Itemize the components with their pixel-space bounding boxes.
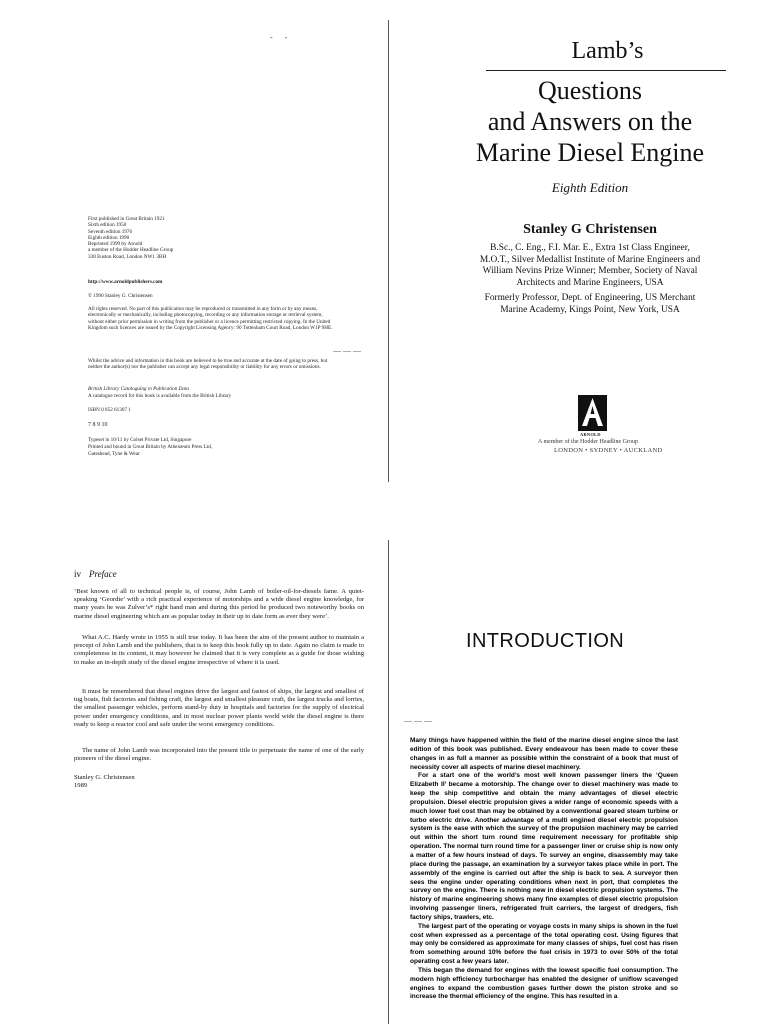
history-line: First published in Great Britain 1921 bbox=[88, 216, 165, 222]
author-affiliation bbox=[440, 293, 740, 316]
author-name: Stanley G Christensen bbox=[523, 222, 657, 237]
publication-history bbox=[88, 216, 338, 260]
credential-line: William Nevins Prize Winner; Member, Society of Naval bbox=[482, 266, 698, 277]
cip-title: British Library Cataloguing in Publication Data bbox=[88, 386, 190, 392]
copyright-notice: © 1990 Stanley G. Christensen bbox=[88, 293, 153, 299]
publisher-member: A member of the Hodder Headline Group bbox=[538, 439, 638, 445]
history-line: Sixth edition 1950 bbox=[88, 222, 127, 229]
arnold-a-icon bbox=[580, 397, 605, 427]
running-head: Preface bbox=[89, 569, 117, 579]
introduction-title: INTRODUCTION bbox=[466, 630, 625, 652]
history-line: Seventh edition 1976 bbox=[88, 228, 133, 235]
credential-line: M.O.T., Silver Medallist Institute of Marine Engineers and bbox=[479, 254, 701, 265]
history-line: 338 Euston Road, London NW1 3BH bbox=[88, 253, 167, 260]
credential-line: Architects and Marine Engineers, USA bbox=[516, 277, 664, 288]
signature-name: Stanley G. Christensen bbox=[74, 774, 135, 781]
affiliation-line: Marine Academy, Kings Point, New York, USA bbox=[500, 304, 680, 315]
history-line: Reprinted 1999 by Arnold bbox=[88, 241, 143, 248]
typeset-line: Typeset in 10/11 by Colset Private Ltd, Singapore bbox=[88, 437, 192, 443]
printed-place: Gateshead, Tyne & Wear bbox=[88, 451, 140, 457]
preface-header bbox=[74, 569, 117, 579]
intro-paragraph: For a start one of the world’s most well known passenger liners the ‘Queen Elizabeth II’ became a motorship. The change over to diesel machinery was made to keep the ship competitive and obtain the many advantages of diesel electric propulsion. Diesel electric propulsion gives a wider range of economic speeds with a much lower fuel cost than may be obtained by a conventional geared steam turbine or turbo electric drive. Another advantage of a multi engined diesel electric propulsion system is the ease with which the survey of the propulsion machinery may be carried out within the short turn round time requirement necessary for profitable ship operation. The normal turn round time for a passenger liner or cruise ship is now only a matter of a few hours instead of days. To survey an engine, disassembly may take place during the passage, an examination by a surveyor takes place while in port. The assembly of the engine is carried out after the ship is back to sea. A surveyor then sees the engine under operating conditions when next in port, that completes the survey on the engine. There is nothing new in diesel electric propulsion systems. The history of marine engineering shows many fine examples of diesel electric propulsion involving passenger liners, refrigerated fruit carriers, the largest of dredgers, fish factory ships, trawlers, etc. bbox=[410, 772, 678, 921]
scan-mark: - - bbox=[270, 33, 288, 42]
signature-year: 1989 bbox=[74, 782, 88, 790]
printing-numbers: 7 8 9 10 bbox=[88, 422, 108, 428]
intro-paragraph: The largest part of the operating or voyage costs in many ships is shown in the fuel cost when expressed as a percentage of the total operating cost. Using figures that may only be considered as approximate for many classes of ships, fuel cost has risen from something around 10% before the fuel crisis in 1973 to over 50% of the total operating cost a few years later. bbox=[410, 922, 678, 966]
publisher-url: http://www.arnoldpublishers.com bbox=[88, 279, 163, 285]
title-line: Marine Diesel Engine bbox=[475, 138, 705, 167]
author-credentials bbox=[440, 243, 740, 289]
disclaimer: Whilst the advice and information in this book are believed to be true and accurate at the date of going to press, but neither the author(s) nor the publisher can accept any legal responsibility or liability for any errors or omissions. bbox=[88, 358, 328, 371]
scan-mark: — — — bbox=[333, 346, 361, 355]
title-line: and Answers on the bbox=[487, 107, 693, 136]
isbn: ISBN 0 852 61307 1 bbox=[88, 407, 131, 413]
book-title bbox=[440, 75, 740, 168]
preface-paragraph: ‘Best known of all to technical people is, of course, John Lamb of boiler-oil-for-diesels fame. A quiet-speaking ‘Geordie’ with a rich practical experience of motorships and a wide diesel engine knowledge, for many years he was Zulver’s* right hand man and during this period he produced two noteworthy books on marine diesel engineering which are as popular today in their up to date form as ever they were’. bbox=[74, 588, 364, 620]
introduction-body bbox=[410, 737, 678, 1002]
title-rule bbox=[486, 70, 726, 71]
arnold-wordmark: ARNOLD bbox=[580, 432, 601, 437]
edition: Eighth Edition bbox=[551, 180, 629, 195]
preface-signature bbox=[74, 774, 364, 790]
arnold-logo bbox=[578, 395, 607, 431]
scan-mark: — — — bbox=[404, 716, 432, 725]
credential-line: B.Sc., C. Eng., F.I. Mar. E., Extra 1st Class Engineer, bbox=[490, 243, 690, 253]
title-lamb: Lamb’s bbox=[571, 38, 644, 64]
preface-paragraph: It must be remembered that diesel engines drive the largest and fastest of ships, the largest and smallest of tug boats, fish factories and fishing craft, the largest and smallest pleasure craft, the largest trucks and lorries, the smallest passenger vehicles, perform stand-by duty in hospitals and factories for the supply of electrical power under emergency conditions, and in most nuclear power plants world wide the diesel engine is there ready to keep a reactor cool and safe under the worst emergency conditions. bbox=[74, 688, 364, 728]
preface-paragraph: What A.C. Hardy wrote in 1955 is still true today. It has been the aim of the present author to maintain a precept of John Lamb and the publishers, that is to keep this book fully up to date. Again no claim is made to completeness in its content, it may however be claimed that it is very complete as a guide for those wishing to make an in-depth study of the diesel engine irrespective of where it is used. bbox=[74, 634, 364, 666]
page-number: iv bbox=[74, 569, 82, 579]
printed-line: Printed and bound in Great Britain by Athenæum Press Ltd, bbox=[88, 444, 213, 450]
rights-notice: All rights reserved. No part of this publication may be reproduced or transmitted in any form or by any means, electronically or mechanically, including photocopying, recording or any information storage or retrieval system, without either prior permission in writing from the publisher or a licence permitting restricted copying. In the United Kingdom such licences are issued by the Copyright Licensing Agency: 90 Tottenham Court Road, London W1P 9HE. bbox=[88, 306, 333, 331]
preface-paragraph: The name of John Lamb was incorporated into the present title to perpetuate the name of one of the early pioneers of the diesel engine. bbox=[74, 747, 364, 763]
intro-paragraph: Many things have happened within the field of the marine diesel engine since the last edition of this book was published. Every endeavour has been made to cover these changes in as full a manner as possible within the constraint of a book that must of necessity cover all aspects of marine diesel machinery. bbox=[410, 737, 678, 771]
history-line: a member of the Hodder Headline Group bbox=[88, 247, 174, 254]
history-line: Eighth edition 1990 bbox=[88, 234, 130, 241]
affiliation-line: Formerly Professor, Dept. of Engineering, US Merchant bbox=[484, 293, 696, 303]
cip-text: A catalogue record for this book is available from the British Library bbox=[88, 393, 232, 399]
intro-paragraph: This began the demand for engines with the lowest specific fuel consumption. The modern high efficiency turbocharger has enabled the designer of uniflow scavenged engines to expand the combustion gases further down the piston stroke and so increase the thermal efficiency of the engine. This has resulted in a bbox=[410, 966, 678, 1001]
page-gutter-top bbox=[388, 20, 389, 482]
title-line: Questions bbox=[538, 76, 642, 105]
page-gutter-bottom bbox=[388, 540, 389, 1024]
publisher-cities: LONDON • SYDNEY • AUCKLAND bbox=[554, 447, 663, 454]
